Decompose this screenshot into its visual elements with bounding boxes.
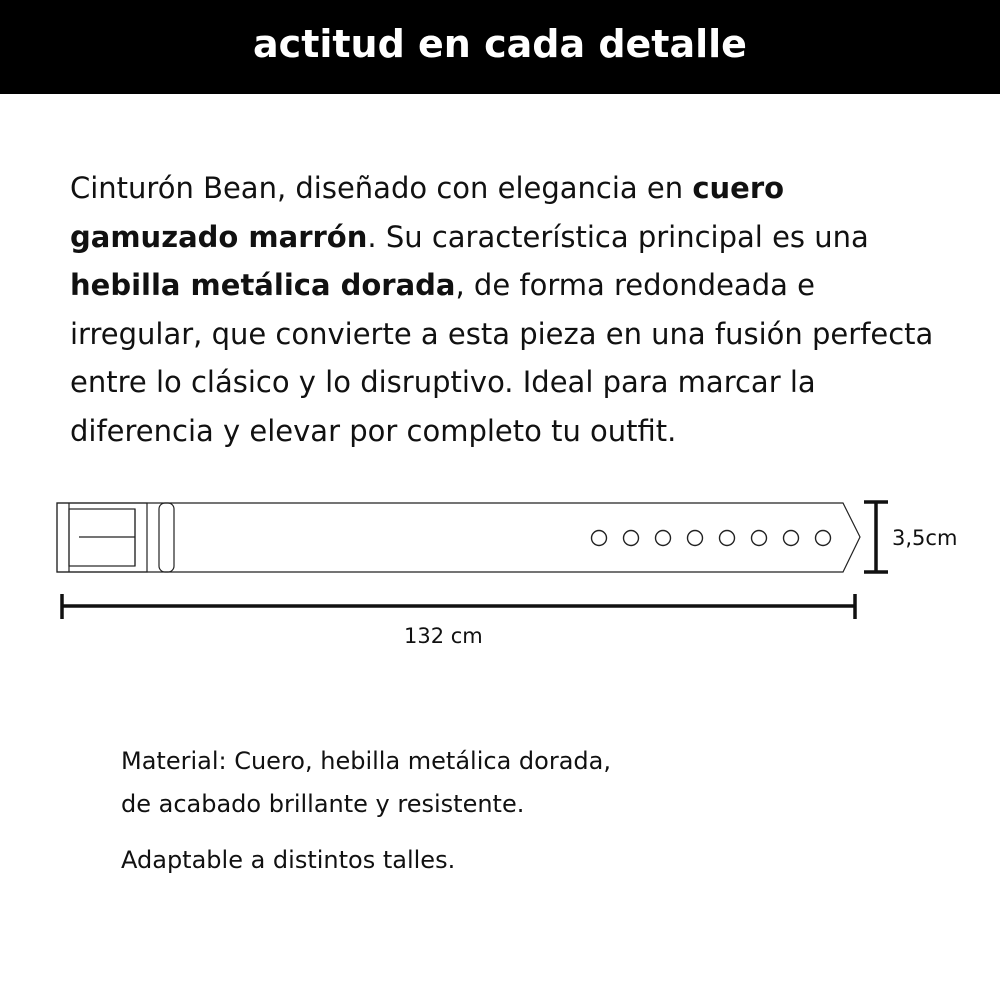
belt-diagram (0, 490, 1000, 660)
header-bar (0, 0, 1000, 94)
belt-width-label: 3,5cm (892, 526, 958, 550)
product-details (121, 740, 821, 877)
description-highlight-material: cuero gamuzado marrón (70, 171, 785, 254)
description-text: . Su característica principal es una (367, 219, 869, 254)
width-dimension-marker (864, 501, 888, 573)
belt-holes (592, 531, 831, 546)
belt-strap (57, 503, 860, 572)
belt-hole (656, 531, 671, 546)
belt-hole (816, 531, 831, 546)
product-description (70, 164, 950, 455)
belt-hole (784, 531, 799, 546)
page-title: actitud en cada detalle (253, 22, 747, 66)
material-line-2: de acabado brillante y resistente. (121, 790, 525, 818)
adaptable-note: Adaptable a distintos talles. (121, 846, 456, 874)
belt-loop (159, 503, 174, 572)
belt-hole (720, 531, 735, 546)
belt-hole (592, 531, 607, 546)
belt-hole (688, 531, 703, 546)
belt-outline (57, 503, 860, 572)
description-text: Cinturón Bean, diseñado con elegancia en (70, 171, 693, 205)
description-text: , de forma redondeada e irregular, que convierte a esta pieza en una fusión perfecta entre lo clásico y lo disruptivo. Ideal para marcar la diferencia y elevar por completo tu outfit. (70, 268, 934, 448)
description-highlight-buckle: hebilla metálica dorada (70, 268, 456, 302)
length-dimension-marker (62, 594, 855, 619)
belt-hole (624, 531, 639, 546)
material-line-1: Material: Cuero, hebilla metálica dorada, (121, 747, 611, 775)
belt-length-label: 132 cm (404, 624, 483, 648)
belt-hole (752, 531, 767, 546)
